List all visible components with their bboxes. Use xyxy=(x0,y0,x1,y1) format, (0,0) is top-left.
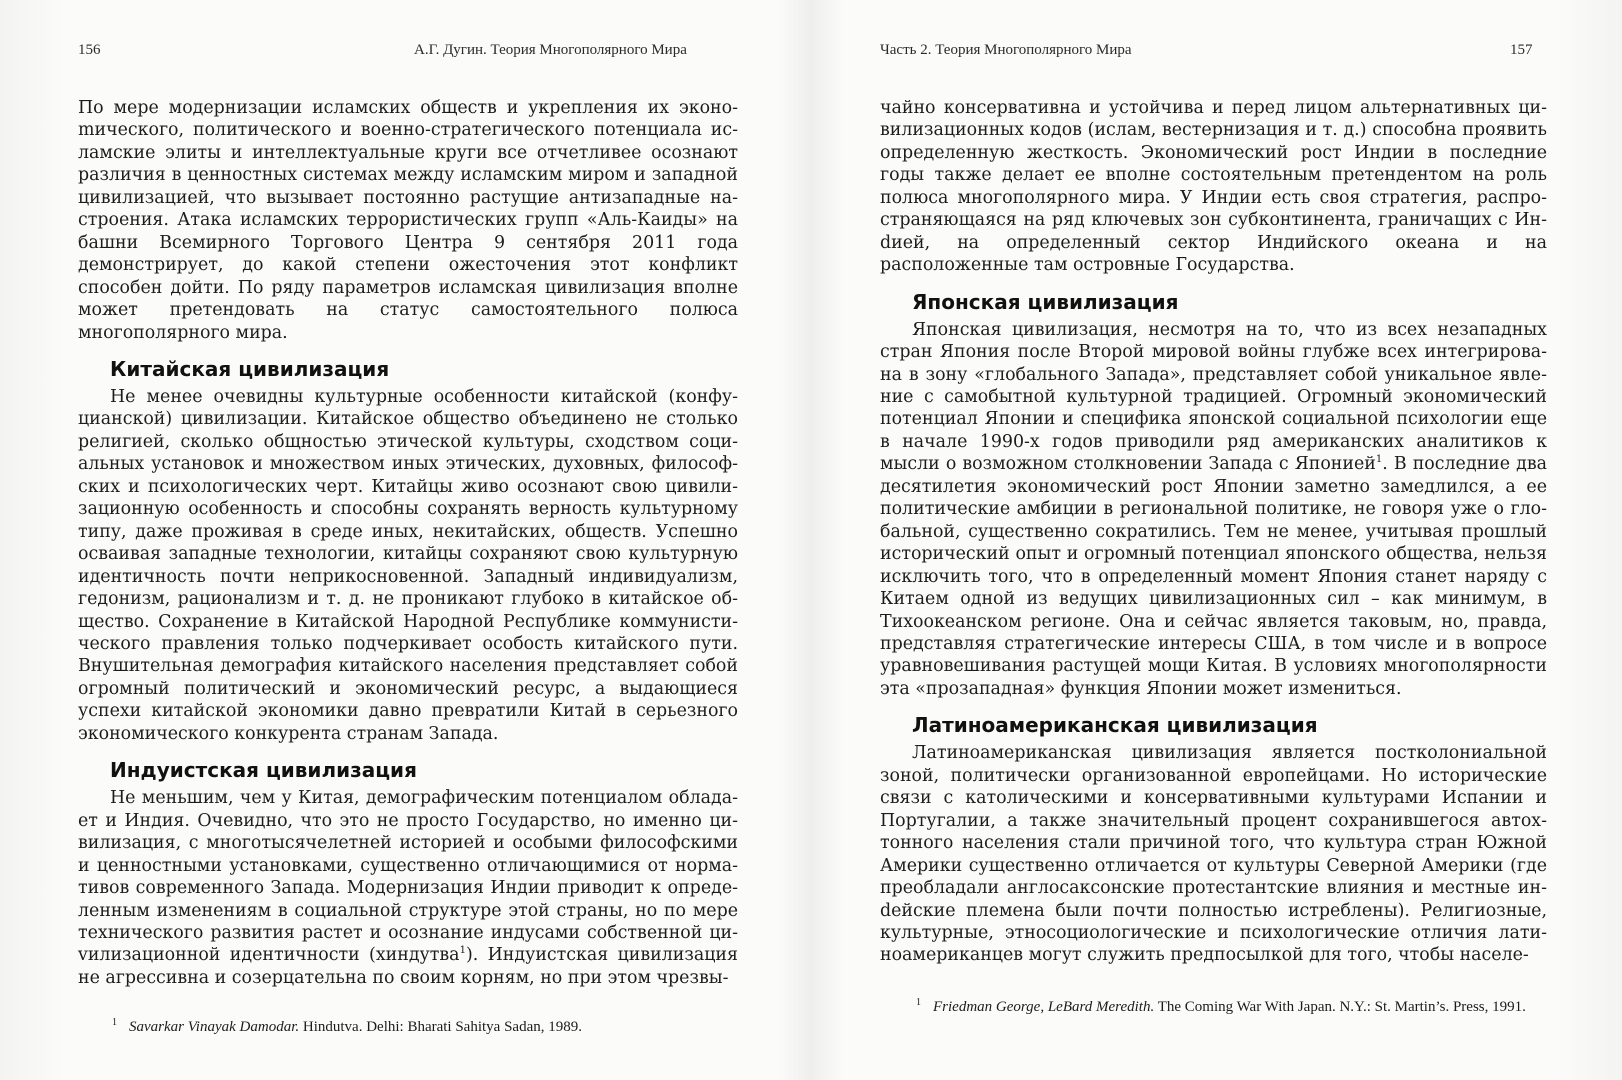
left-page-body xyxy=(78,97,738,989)
right-page-body xyxy=(880,97,1547,967)
right-page-number: 157 xyxy=(1510,42,1533,58)
hindu-continued-paragraph: чайно консервативна и устойчива и перед лицом альтернативных цивилизационных кодов (ислам, вестернизация и т. д.) способна проявить определенную жесткость. Экономический рост Индии в последние годы также делает ее вполне состоятельным претендентом на роль полюса многополярного мира. У Индии есть своя стратегия, распространяющаяся на ряд ключевых зон субконтинента, граничащих с Инdией, на определенный сектор Индийского океана и на расположенные там островные Государства. xyxy=(880,98,1547,276)
hindu-paragraph-part-b: ). Индуистская цивилизация не агрессивна и созерцательна по своим корням, но при этом чрезвы- xyxy=(78,945,738,988)
hindu-heading: Индуистская цивилизация xyxy=(110,758,417,783)
latin-heading: Латиноамериканская цивилизация xyxy=(912,713,1318,738)
footnote-ref: 1 xyxy=(1375,454,1383,466)
left-page xyxy=(0,0,800,1080)
chinese-heading: Китайская цивилизация xyxy=(110,356,390,381)
footnote-author: Savarkar Vinayak Damodar. xyxy=(129,1019,300,1035)
japan-paragraph-part-b: . В последние два десятилетия экономический рост Японии заметно замедлился, а ее политические амбиции в региональной политике, не говоря уже о глобальной, существенно сократились. Тем не менее, учитывая прошлый исторический опыт и огромный потенциал японского общества, нельзя исключить того, что в определенный момент Япония станет наряду с Китаем одной из ведущих цивилизационных сил – как минимум, в Тихоокеанском регионе. Она и сейчас является таковым, но, правда, представляя стратегические интересы США, в том числе и в вопросе уравновешивания растущей мощи Китая. В условиях многополярности эта «прозападная» функция Японии может измениться. xyxy=(880,454,1547,699)
japan-paragraph-part-a: Японская цивилизация, несмотря на то, что из всех незападных стран Япония после Второй мировой войны глубже всех интегрирована в зону «глобального Запада», представляет собой уникальное явление с самобытной культурной традицией. Огромный экономический потенциал Японии и специфика японской социальной психологии еще в начале 1990-х годов приводили ряд американских аналитиков к мысли о возможном столкновении Запада с Японией xyxy=(880,319,1547,475)
japan-heading: Японская цивилизация xyxy=(912,289,1179,314)
footnote-citation: The Coming War With Japan. N.Y.: St. Martin’s. Press, 1991. xyxy=(1154,999,1526,1015)
hindu-paragraph xyxy=(78,787,738,989)
japan-paragraph xyxy=(880,319,1547,701)
footnote-number: 1 xyxy=(916,997,921,1008)
chinese-paragraph: Не менее очевидны культурные особенности китайской (конфуцианской) цивилизации. Китайское общество объединено не столько религией, сколько общностью этической культуры, сходством социальных установок и множеством иных этических, духовных, философских и психологических черт. Китайцы живо осознают свою цивилизационную особенность и способны сохранять верность культурному типу, даже проживая в среде иных, некитайских, обществ. Успешно осваивая западные технологии, китайцы сохраняют свою культурную идентичность почти неприкосновенной. Западный индивидуализм, гедонизм, рационализм и т. д. не проникают глубоко в китайское общество. Сохранение в Китайской Народной Республике коммунистического правления только подчеркивает особость китайского пути. Внушительная демография китайского населения представляет собой огромный политический и экономический ресурс, а выдающиеся успехи китайской экономики давно превратили Китай в серьезного экономического конкурента странам Запада. xyxy=(78,386,738,744)
right-footnote xyxy=(880,993,1547,1017)
right-running-header: Часть 2. Теория Многополярного Мира xyxy=(880,42,1132,58)
right-page xyxy=(850,0,1622,1080)
latin-paragraph: Латиноамериканская цивилизация является постколониальной зоной, политически организованной европейцами. Но исторические связи с католическими и консервативными культурами Испании и Португалии, а также значительный процент сохранившегося автохтонного населения стали причиной того, что культура стран Южной Америки существенно отличается от культуры Северной Америки (где преобладали англосаксонские протестантские влияния и местные инdейские племена были почти полностью истреблены). Религиозные, культурные, этносоциологические и психологические отличия латиноамериканцев могут служить предпосылкой для того, чтобы населе- xyxy=(880,743,1547,966)
left-footnote xyxy=(112,1013,752,1037)
islamic-paragraph: По мере модернизации исламских обществ и укрепления их эконоmического, политического и военно-стратегического потенциала исламские элиты и интеллектуальные круги все отчетливее осознают различия в ценностных системах между исламским миром и западной цивилизацией, что вызывает постоянно растущие антизападные настроения. Атака исламских террористических групп «Аль-Каиды» на башни Всемирного Торгового Центра 9 сентября 2011 года демонстрирует, до какой степени ожесточения этот конфликт способен дойти. По ряду параметров исламская цивилизация вполне может претендовать на статус самостоятельного полюса многополярного мира. xyxy=(78,98,738,343)
footnote-ref: 1 xyxy=(459,945,466,957)
footnote-citation: Hindutva. Delhi: Bharati Sahitya Sadan, 1989. xyxy=(299,1019,582,1035)
footnote-author: Friedman George, LeBard Meredith. xyxy=(933,999,1155,1015)
hindu-paragraph-part-a: Не меньшим, чем у Китая, демографическим потенциалом обладает и Индия. Очевидно, что это не просто Государство, но именно цивилизация, с многотысячелетней историей и особыми философскими и ценностными установками, существенно отличающимися от нормативов современного Запада. Модернизация Индии приводит к определенным изменениям в социальной структуре этой страны, но по мере технического развития растет и осознание индусами собственной циvилизационной идентичности (хиндутва xyxy=(78,788,738,966)
footnote-number: 1 xyxy=(112,1017,117,1028)
left-running-header: А.Г. Дугин. Теория Многополярного Мира xyxy=(414,42,687,58)
left-page-number: 156 xyxy=(78,42,101,58)
